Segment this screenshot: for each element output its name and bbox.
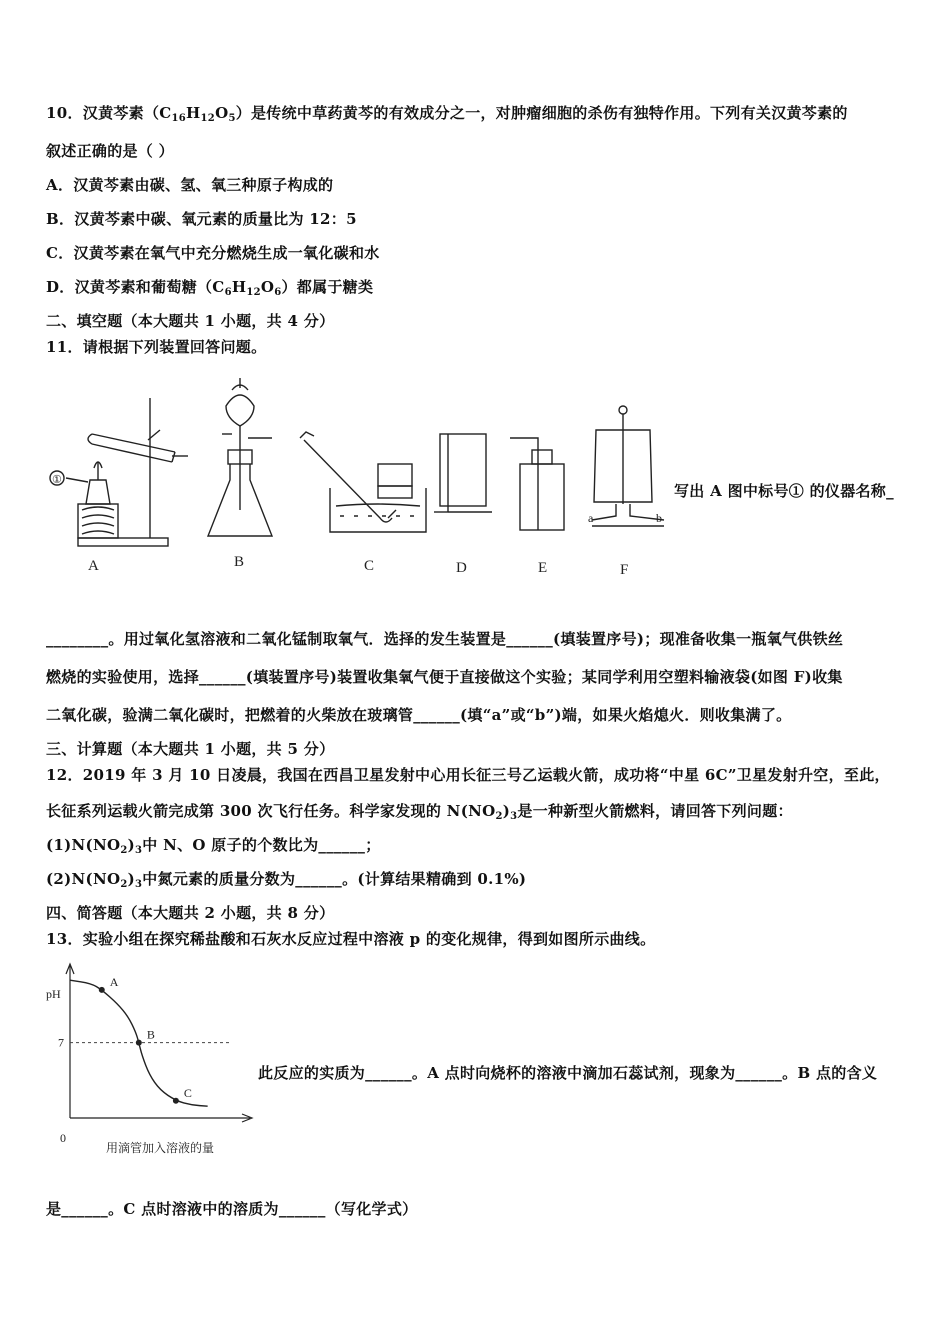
q11-line2: 燃烧的实验使用，选择______(填装置序号)装置收集氧气便于直接做这个实验；某同学利用空塑料输液袋(如图 F)收集 — [46, 668, 843, 686]
q11-stem: 11．请根据下列装置回答问题。 — [46, 338, 267, 356]
apparatus-f — [592, 406, 664, 526]
y-axis-label: pH — [46, 987, 61, 1001]
y-tick-7: 7 — [58, 1035, 64, 1050]
section2-title: 二、填空题（本大题共 1 小题，共 4 分） — [46, 312, 335, 330]
q12-sub1: $(1)N(NO_2)_3$中 N、O 原子的个数比为______； — [46, 836, 381, 856]
label-a: A — [88, 558, 99, 574]
port-a-label: a — [588, 511, 594, 525]
label-d: D — [456, 560, 467, 576]
q13-side-text: 此反应的实质为______。A 点时向烧杯的溶液中滴加石蕊试剂，现象为______。B 点的含义 — [258, 1064, 878, 1082]
point-label-b: B — [146, 1027, 155, 1042]
apparatus-c — [300, 432, 426, 532]
q12-sub2: $(2)N(NO_2)_3$中氮元素的质量分数为______。(计算结果精确到 0.1%) — [46, 870, 527, 890]
apparatus-b — [208, 378, 272, 536]
point-label-a: A — [109, 974, 119, 989]
q11-line1: ________。用过氧化氢溶液和二氧化锰制取氧气．选择的发生装置是______(填装置序号)；现准备收集一瓶氧气供铁丝 — [46, 630, 844, 648]
q10-option-b: B．汉黄芩素中碳、氧元素的质量比为 12：5 — [46, 210, 357, 228]
q13-stem: 13．实验小组在探究稀盐酸和石灰水反应过程中溶液 p 的变化规律，得到如图所示曲线。 — [46, 930, 656, 948]
port-b-label: b — [656, 511, 662, 525]
x-axis-label: 用滴管加入溶液的量 — [106, 1141, 215, 1155]
apparatus-d — [434, 434, 492, 512]
q13-line-last: 是______。C 点时溶液中的溶质为______（写化学式） — [46, 1200, 418, 1218]
apparatus-a — [50, 398, 188, 546]
point-b — [136, 1040, 142, 1046]
section4-title: 四、简答题（本大题共 2 小题，共 8 分） — [46, 904, 335, 922]
label-c: C — [364, 558, 375, 574]
q11-line3: 二氧化碳，验满二氧化碳时，把燃着的火柴放在玻璃管______(填“a”或“b”)端，如果火焰熄火．则收集满了。 — [46, 706, 792, 724]
q12-line1: 12．2019 年 3 月 10 日凌晨，我国在西昌卫星发射中心用长征三号乙运载火箭，成功将“中星 6C”卫星发射升空，至此， — [46, 766, 890, 784]
q11-side-text: 写出 A 图中标号① 的仪器名称_ — [674, 482, 894, 500]
ph-chart — [40, 960, 260, 1160]
q10-stem-line1: 10．汉黄芩素$(C_{16}H_{12}O_5)$是传统中草药黄芩的有效成分之一，对肿瘤细胞的杀伤有独特作用。下列有关汉黄芩素的 — [46, 104, 848, 124]
label-f: F — [620, 562, 629, 578]
label-e: E — [538, 560, 548, 576]
q10-option-c: C．汉黄芩素在氧气中充分燃烧生成一氧化碳和水 — [46, 244, 380, 262]
label-b: B — [234, 554, 245, 570]
apparatus-e — [510, 438, 564, 530]
q10-option-d: D．汉黄芩素和葡萄糖$(C_6H_{12}O_6)$都属于糖类 — [46, 278, 374, 298]
q12-line2: 长征系列运载火箭完成第 300 次飞行任务。科学家发现的 $N(NO_2)_3$是一种新型火箭燃料，请回答下列问题： — [46, 802, 793, 822]
apparatus-figure — [40, 370, 680, 585]
point-c — [173, 1098, 179, 1104]
q10-option-a: A．汉黄芩素由碳、氢、氧三种原子构成的 — [46, 176, 334, 194]
point-label-c: C — [183, 1085, 192, 1100]
q10-stem-line2: 叙述正确的是（ ） — [46, 142, 174, 160]
origin-label: 0 — [60, 1131, 66, 1145]
point-a — [99, 987, 105, 993]
apparatus-marker: ① — [52, 474, 62, 486]
section3-title: 三、计算题（本大题共 1 小题，共 5 分） — [46, 740, 335, 758]
